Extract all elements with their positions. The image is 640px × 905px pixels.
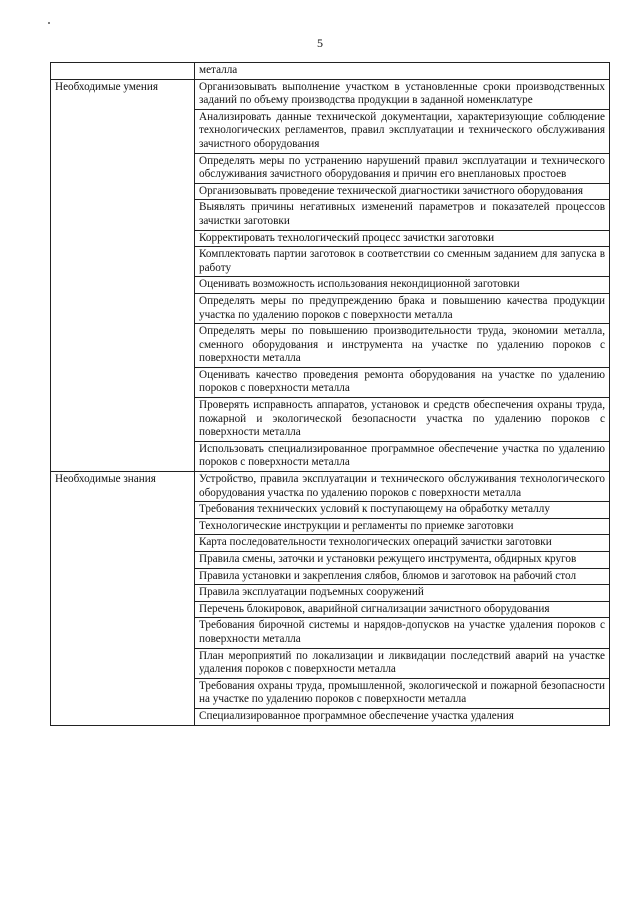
requirement-item: Оценивать качество проведения ремонта оборудования на участке по удалению пороков с поверхности металла [195,367,610,397]
page-number: 5 [317,36,323,50]
section-label: Необходимые умения [51,79,195,471]
requirement-item: План мероприятий по локализации и ликвидации последствий аварий на участке удаления пороков с поверхности металла [195,648,610,678]
requirement-item: Комплектовать партии заготовок в соответствии со сменным заданием для запуска в работу [195,247,610,277]
requirement-item: Анализировать данные технической документации, характеризующие соблюдение технологических регламентов, правил эксплуатации и технического обслуживания зачистного оборудования [195,109,610,153]
requirement-item: Технологические инструкции и регламенты по приемке заготовки [195,518,610,535]
requirement-item: Определять меры по предупреждению брака и повышению качества продукции участка по удалению пороков с поверхности металла [195,293,610,323]
requirement-item: Определять меры по повышению производительности труда, экономии металла, сменного оборудования и инструмента на участке по удалению пороков с поверхности металла [195,324,610,368]
requirement-item: Требования технических условий к поступающему на обработку металлу [195,502,610,519]
requirement-item: Устройство, правила эксплуатации и технического обслуживания технологического оборудования участка по удалению пороков с поверхности металла [195,472,610,502]
requirement-item: Перечень блокировок, аварийной сигнализации зачистного оборудования [195,601,610,618]
requirement-item: Корректировать технологический процесс зачистки заготовки [195,230,610,247]
requirement-item: Организовывать проведение технической диагностики зачистного оборудования [195,183,610,200]
table-row [51,63,610,80]
table-cell-text: металла [195,63,610,80]
requirement-item: Карта последовательности технологических операций зачистки заготовки [195,535,610,552]
requirement-item: Требования бирочной системы и нарядов-допусков на участке удаления пороков с поверхности металла [195,618,610,648]
table-row [51,79,610,109]
requirements-table [50,62,610,726]
table-cell-label [51,63,195,80]
requirement-item: Правила установки и закрепления слябов, блюмов и заготовок на рабочий стол [195,568,610,585]
scan-speck [48,22,50,24]
section-label: Необходимые знания [51,472,195,726]
requirement-item: Организовывать выполнение участком в установленные сроки производственных заданий по объему производства продукции в заданной номенклатуре [195,79,610,109]
requirement-item: Выявлять причины негативных изменений параметров и показателей процессов зачистки заготовки [195,200,610,230]
requirement-item: Правила эксплуатации подъемных сооружений [195,585,610,602]
requirement-item: Специализированное программное обеспечение участка удаления [195,708,610,725]
requirement-item: Требования охраны труда, промышленной, экологической и пожарной безопасности на участке по удалению пороков с поверхности металла [195,678,610,708]
requirement-item: Определять меры по устранению нарушений правил эксплуатации и технического обслуживания зачистного оборудования и причин его внеплановых простоев [195,153,610,183]
requirement-item: Проверять исправность аппаратов, установок и средств обеспечения охраны труда, пожарной и экологической безопасности участка по удалению пороков с поверхности металла [195,398,610,442]
requirement-item: Использовать специализированное программное обеспечение участка по удалению пороков с поверхности металла [195,441,610,471]
table-row [51,472,610,502]
requirement-item: Правила смены, заточки и установки режущего инструмента, обдирных кругов [195,552,610,569]
requirement-item: Оценивать возможность использования некондиционной заготовки [195,277,610,294]
